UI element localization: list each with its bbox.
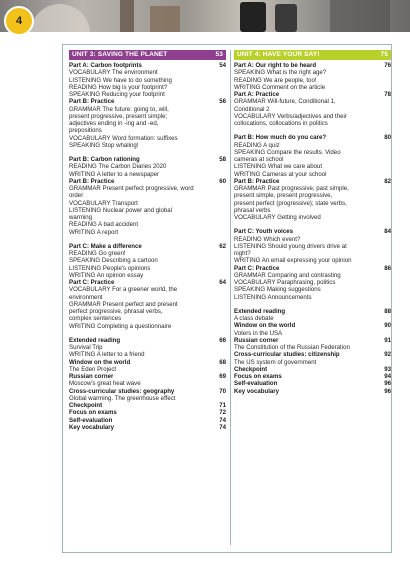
toc-entry (69, 395, 226, 402)
toc-entry-text: VOCABULARY Word formation: suffixes (69, 134, 178, 142)
toc-entry (234, 149, 391, 156)
toc-entry-page: 62 (219, 242, 226, 250)
toc-entry-text: WRITING A letter to a friend (69, 351, 145, 359)
toc-entry-text: READING A bad accident (69, 221, 139, 229)
toc-entry (234, 265, 391, 272)
toc-entry-page: 82 (384, 177, 391, 185)
toc-entry-page: 96 (384, 387, 391, 395)
toc-entry (234, 308, 391, 315)
toc-entry (234, 330, 391, 337)
toc-entry-page: 64 (219, 279, 226, 286)
toc-entry-page: 88 (384, 307, 391, 315)
toc-entry-text: A class debate (234, 315, 274, 322)
toc-entry-page: 72 (219, 409, 226, 417)
toc-entry-text: warming (69, 214, 93, 221)
toc-entry (69, 359, 226, 366)
toc-entry-text: night? (234, 250, 251, 257)
toc-entry-page: 71 (219, 402, 226, 409)
toc-entry-page (210, 207, 226, 214)
toc-entry-text: Self-evaluation (69, 416, 113, 424)
unit3-column (69, 50, 226, 431)
toc-entry (69, 272, 226, 279)
toc-entry-page (375, 250, 391, 257)
unit4-title: UNIT 4: HAVE YOUR SAY! (237, 51, 320, 59)
toc-entry (234, 156, 391, 163)
toc-entry (69, 337, 226, 344)
toc-entry (234, 344, 391, 351)
toc-entry-page (375, 113, 391, 120)
toc-entry-text: GRAMMAR Present perfect progressive, word (69, 185, 194, 192)
toc-entry-page (210, 272, 226, 279)
toc-entry-text: Part C: Practice (69, 279, 115, 286)
toc-entry-text: LISTENING Nuclear power and global (69, 206, 172, 214)
toc-entry (69, 135, 226, 142)
toc-entry-text: Cross-curricular studies: citizenship (234, 351, 340, 359)
toc-entry (69, 207, 226, 214)
toc-entry (234, 236, 391, 243)
toc-entry-text: WRITING An opinion essay (69, 271, 144, 279)
toc-entry-page (375, 214, 391, 221)
unit3-entries (69, 62, 226, 431)
toc-entry-text: Part C: Make a difference (69, 242, 142, 250)
toc-entry-text: Conditional 2 (234, 105, 270, 113)
toc-entry (234, 69, 391, 76)
toc-entry-page (375, 272, 391, 279)
toc-entry-text: present simple, present progressive, (234, 192, 333, 200)
toc-entry-page (375, 163, 391, 170)
toc-entry-page: 74 (219, 416, 226, 424)
toc-entry (69, 62, 226, 69)
toc-entry (234, 120, 391, 127)
toc-entry-text: SPEAKING Reducing your footprint (69, 91, 165, 98)
toc-entry-text: GRAMMAR Comparing and contrasting (234, 271, 341, 279)
toc-entry-text: Extended reading (234, 307, 286, 315)
toc-entry-text: Extended reading (69, 336, 121, 344)
toc-entry (234, 351, 391, 358)
toc-entry (234, 84, 391, 91)
toc-entry-page (375, 171, 391, 178)
toc-entry (69, 178, 226, 185)
toc-entry-text: present perfect (progressive); state verbs, (234, 199, 347, 207)
toc-entry-page (210, 229, 226, 236)
toc-entry (69, 106, 226, 113)
toc-entry-text: cameras at school (234, 156, 284, 163)
section-gap (69, 236, 226, 243)
toc-entry (234, 207, 391, 214)
toc-entry-text: The Eden Project (69, 365, 117, 373)
toc-entry-page (375, 142, 391, 149)
toc-entry-page (210, 323, 226, 330)
toc-entry-page (210, 163, 226, 170)
toc-entry-page (375, 77, 391, 84)
toc-entry-page (375, 344, 391, 351)
toc-entry-text: VOCABULARY The environment (69, 69, 158, 77)
toc-entry (69, 171, 226, 178)
toc-entry-page (210, 185, 226, 192)
toc-entry (234, 106, 391, 113)
toc-entry-text: present progressive, present simple; (69, 112, 168, 120)
toc-entry (234, 214, 391, 221)
toc-entry-text: READING How big is your footprint? (69, 83, 168, 91)
toc-entry (69, 380, 226, 387)
toc-entry (69, 192, 226, 199)
toc-entry (69, 142, 226, 149)
toc-entry-page (210, 77, 226, 84)
toc-entry-page (210, 127, 226, 134)
toc-entry-text: SPEAKING What is the right age? (234, 69, 327, 77)
toc-entry-page (210, 142, 226, 149)
toc-entry-page (210, 221, 226, 228)
toc-entry-text: Focus on exams (69, 409, 117, 417)
toc-entry-page (375, 359, 391, 366)
toc-entry-page (210, 84, 226, 91)
toc-entry-page (375, 257, 391, 264)
toc-entry (69, 120, 226, 127)
toc-entry (234, 163, 391, 170)
toc-entry (234, 272, 391, 279)
toc-entry-text: complex sentences (69, 315, 122, 323)
toc-entry (69, 279, 226, 286)
toc-entry-text: GRAMMAR Present perfect and present (69, 300, 178, 308)
toc-entry (234, 98, 391, 105)
toc-entry-page: 86 (384, 264, 391, 272)
toc-entry-page (375, 315, 391, 322)
toc-entry (69, 424, 226, 431)
toc-entry (234, 315, 391, 322)
toc-entry-page (210, 344, 226, 351)
toc-entry (69, 163, 226, 170)
column-divider (230, 50, 231, 545)
section-gap (234, 127, 391, 134)
toc-entry (234, 243, 391, 250)
toc-entry-text: adjectives ending in -ing and -ed, (69, 120, 159, 127)
unit4-column (234, 50, 391, 395)
toc-entry-page (375, 286, 391, 293)
toc-entry-page: 80 (384, 134, 391, 142)
toc-entry-text: VOCABULARY Transport (69, 199, 138, 207)
toc-entry-text: Part C: Youth voices (234, 228, 294, 236)
header-photo-banner (0, 0, 410, 32)
toc-entry-page (210, 192, 226, 199)
toc-entry-text: Part B: Carbon rationing (69, 156, 140, 163)
unit4-header (234, 50, 391, 60)
toc-entry-page (210, 171, 226, 178)
toc-entry-text: WRITING Completing a questionnaire (69, 322, 172, 330)
toc-entry-page (210, 200, 226, 207)
toc-entry (234, 77, 391, 84)
toc-entry-text: SPEAKING Compare the results. Video (234, 148, 341, 156)
toc-entry-text: WRITING An email expressing your opinion (234, 257, 352, 265)
toc-entry (234, 200, 391, 207)
toc-entry (234, 380, 391, 387)
toc-entry-text: LISTENING People's opinions (69, 264, 151, 272)
toc-entry-text: Part A: Practice (234, 91, 280, 98)
toc-entry-page (375, 106, 391, 113)
toc-entry (69, 257, 226, 264)
toc-entry-page: 92 (384, 351, 391, 359)
toc-entry-page: 90 (384, 322, 391, 330)
toc-entry (234, 366, 391, 373)
toc-entry-text: prepositions (69, 127, 102, 135)
toc-entry-page (375, 84, 391, 91)
toc-entry-text: The US system of government (234, 358, 317, 366)
toc-entry-page (210, 286, 226, 293)
toc-entry (69, 221, 226, 228)
toc-entry-text: Russian corner (69, 373, 114, 380)
section-gap (69, 330, 226, 337)
toc-entry-page: 96 (384, 380, 391, 388)
toc-entry-text: READING Go green! (69, 250, 126, 257)
toc-entry-text: Key vocabulary (69, 423, 115, 431)
toc-entry-page (375, 149, 391, 156)
toc-entry-text: WRITING Comment on the article (234, 83, 326, 91)
toc-entry-page: 60 (219, 177, 226, 185)
toc-entry-text: Cross-curricular studies: geography (69, 387, 175, 395)
toc-entry-page (210, 120, 226, 127)
toc-entry-page (210, 214, 226, 221)
toc-entry-text: Survival Trip (69, 344, 103, 351)
toc-entry-text: GRAMMAR Past progressive, past simple, (234, 185, 349, 192)
banner-photo-tower (120, 0, 134, 32)
toc-entry (69, 127, 226, 134)
toc-entry-text: LISTENING We have to do something (69, 76, 172, 84)
toc-entry (234, 257, 391, 264)
toc-entry-page (210, 301, 226, 308)
toc-entry-text: SPEAKING Describing a cartoon (69, 257, 158, 265)
toc-entry-text: GRAMMAR Will-future, Conditional 1, (234, 98, 336, 106)
toc-entry-text: READING The Carbon Diaries 2020 (69, 163, 167, 171)
toc-entry (69, 229, 226, 236)
toc-entry-page (375, 294, 391, 301)
toc-entry (234, 286, 391, 293)
toc-entry (69, 308, 226, 315)
toc-entry (69, 185, 226, 192)
toc-entry-text: VOCABULARY Verbs/adjectives and their (234, 112, 347, 120)
toc-entry-page (210, 135, 226, 142)
toc-entry (69, 200, 226, 207)
toc-entry (234, 113, 391, 120)
toc-entry-page: 66 (219, 336, 226, 344)
banner-photo-phone-2 (275, 4, 297, 32)
toc-entry (234, 337, 391, 344)
toc-entry-text: VOCABULARY For a greener world, the (69, 286, 178, 294)
toc-entry-text: Window on the world (234, 322, 296, 330)
toc-entry-text: collocations, collocations in politics (234, 120, 328, 127)
toc-entry (234, 171, 391, 178)
toc-entry (69, 156, 226, 163)
section-gap (234, 301, 391, 308)
toc-entry-page (210, 113, 226, 120)
toc-entry-page: 54 (219, 62, 226, 69)
toc-entry (234, 359, 391, 366)
toc-entry (69, 294, 226, 301)
toc-entry-text: Global warming. The greenhouse effect (69, 394, 176, 402)
toc-entry-text: LISTENING Should young drivers drive at (234, 242, 347, 250)
banner-photo-phone (240, 2, 266, 32)
toc-entry (69, 344, 226, 351)
toc-entry-text: LISTENING Announcements (234, 293, 312, 301)
toc-entry-page: 78 (384, 91, 391, 98)
toc-entry-text: SPEAKING Stop whaling! (69, 141, 139, 149)
toc-entry-page (210, 257, 226, 264)
toc-entry-page (375, 200, 391, 207)
toc-entry (234, 279, 391, 286)
toc-entry-page (210, 294, 226, 301)
toc-entry-text: VOCABULARY Getting involved (234, 214, 321, 221)
toc-entry (69, 214, 226, 221)
toc-entry (69, 69, 226, 76)
toc-entry-page (210, 308, 226, 315)
toc-entry (234, 250, 391, 257)
toc-entry-text: WRITING A report (69, 228, 119, 236)
toc-entry (234, 322, 391, 329)
toc-entry (234, 91, 391, 98)
toc-entry-text: The Constitution of the Russian Federation (234, 344, 350, 351)
toc-entry (234, 192, 391, 199)
toc-entry-text: Part B: Practice (234, 177, 280, 185)
toc-entry-page (375, 207, 391, 214)
toc-entry (69, 243, 226, 250)
toc-entry-text: GRAMMAR The future: going to, will, (69, 105, 169, 113)
toc-entry-text: LISTENING What we care about (234, 163, 323, 171)
toc-entry-text: READING Which event? (234, 235, 301, 243)
toc-entry (234, 294, 391, 301)
toc-entry-text: Focus on exams (234, 373, 282, 380)
toc-entry-text: phrasal verbs (234, 206, 271, 214)
toc-entry-page: 68 (219, 358, 226, 366)
toc-entry (234, 142, 391, 149)
toc-entry-page (375, 236, 391, 243)
toc-entry-page (375, 120, 391, 127)
toc-entry-text: environment (69, 293, 103, 301)
toc-entry-page (375, 243, 391, 250)
banner-photo-dome (30, 4, 90, 32)
toc-entry-text: Part B: Practice (69, 177, 115, 185)
toc-entry (234, 373, 391, 380)
toc-entry (69, 402, 226, 409)
toc-entry (69, 84, 226, 91)
toc-entry (234, 228, 391, 235)
toc-entry-page (210, 351, 226, 358)
toc-entry-page: 93 (384, 365, 391, 373)
contents-table (62, 44, 392, 553)
toc-entry-page (375, 156, 391, 163)
toc-entry-text: Part B: How much do you care? (234, 134, 327, 142)
banner-photo-shadow (330, 0, 390, 32)
toc-entry-page: 69 (219, 373, 226, 380)
toc-entry-page (210, 106, 226, 113)
toc-entry-text: Window on the world (69, 358, 131, 366)
toc-entry-text: WRITING Cameras at your school (234, 170, 327, 178)
toc-entry-text: READING We are people, too! (234, 76, 317, 84)
toc-entry (234, 185, 391, 192)
page-number-badge: 4 (4, 6, 34, 36)
toc-entry (234, 178, 391, 185)
toc-entry (69, 250, 226, 257)
toc-entry-text: VOCABULARY Paraphrasing, politics (234, 279, 336, 286)
toc-entry (69, 323, 226, 330)
toc-entry (69, 113, 226, 120)
toc-entry (234, 134, 391, 141)
toc-entry-text: Part A: Our right to be heard (234, 62, 317, 69)
toc-entry-page (210, 366, 226, 373)
toc-entry (234, 62, 391, 69)
toc-entry-text: SPEAKING Making suggestions (234, 286, 321, 294)
toc-entry-page (210, 91, 226, 98)
toc-entry-text: order (69, 192, 84, 200)
section-gap (234, 221, 391, 228)
toc-entry-page (375, 192, 391, 199)
toc-entry (69, 417, 226, 424)
toc-entry (69, 409, 226, 416)
toc-entry (69, 388, 226, 395)
toc-entry (69, 91, 226, 98)
toc-entry-page: 74 (219, 423, 226, 431)
toc-entry-page: 58 (219, 156, 226, 163)
unit3-header (69, 50, 226, 60)
unit4-entries (234, 62, 391, 395)
toc-entry-page (210, 250, 226, 257)
toc-entry (234, 388, 391, 395)
toc-entry-text: Moscow's great heat wave (69, 380, 141, 388)
unit3-page: 53 (215, 51, 223, 59)
toc-entry-text: WRITING A letter to a newspaper (69, 170, 160, 178)
toc-entry-page (375, 185, 391, 192)
toc-entry-text: READING A quiz (234, 141, 280, 149)
toc-entry-text: Voters in the USA (234, 329, 283, 337)
toc-entry (69, 315, 226, 322)
toc-entry-page: 94 (384, 373, 391, 380)
toc-entry (69, 286, 226, 293)
toc-entry-text: Key vocabulary (234, 387, 280, 395)
toc-entry (69, 351, 226, 358)
toc-entry-page (375, 69, 391, 76)
toc-entry (69, 301, 226, 308)
toc-entry-page: 84 (384, 228, 391, 236)
toc-entry-page: 76 (384, 62, 391, 69)
toc-entry-text: Self-evaluation (234, 380, 278, 388)
toc-entry-text: perfect progressive, phrasal verbs, (69, 308, 163, 315)
toc-entry-page (375, 330, 391, 337)
toc-entry-page: 91 (384, 336, 391, 344)
toc-entry (69, 366, 226, 373)
toc-entry (69, 98, 226, 105)
unit4-page: 75 (380, 51, 388, 59)
toc-entry-text: Checkpoint (69, 402, 103, 409)
toc-entry (69, 77, 226, 84)
toc-entry-page: 70 (219, 387, 226, 395)
toc-entry-text: Part C: Practice (234, 264, 280, 272)
toc-entry-text: Russian corner (234, 336, 279, 344)
toc-entry-page: 56 (219, 98, 226, 106)
toc-entry-page (210, 315, 226, 322)
section-gap (69, 149, 226, 156)
unit3-title: UNIT 3: SAVING THE PLANET (72, 51, 168, 59)
toc-entry-page (210, 395, 226, 402)
banner-photo-building (150, 6, 180, 32)
toc-entry-page (375, 98, 391, 105)
toc-entry-page (210, 380, 226, 387)
toc-entry-text: Part B: Practice (69, 98, 115, 106)
toc-entry (69, 373, 226, 380)
toc-entry-page (210, 69, 226, 76)
toc-entry-text: Checkpoint (234, 365, 268, 373)
toc-entry-page (375, 279, 391, 286)
toc-entry-text: Part A: Carbon footprints (69, 62, 142, 69)
toc-entry-page (210, 265, 226, 272)
toc-entry (69, 265, 226, 272)
